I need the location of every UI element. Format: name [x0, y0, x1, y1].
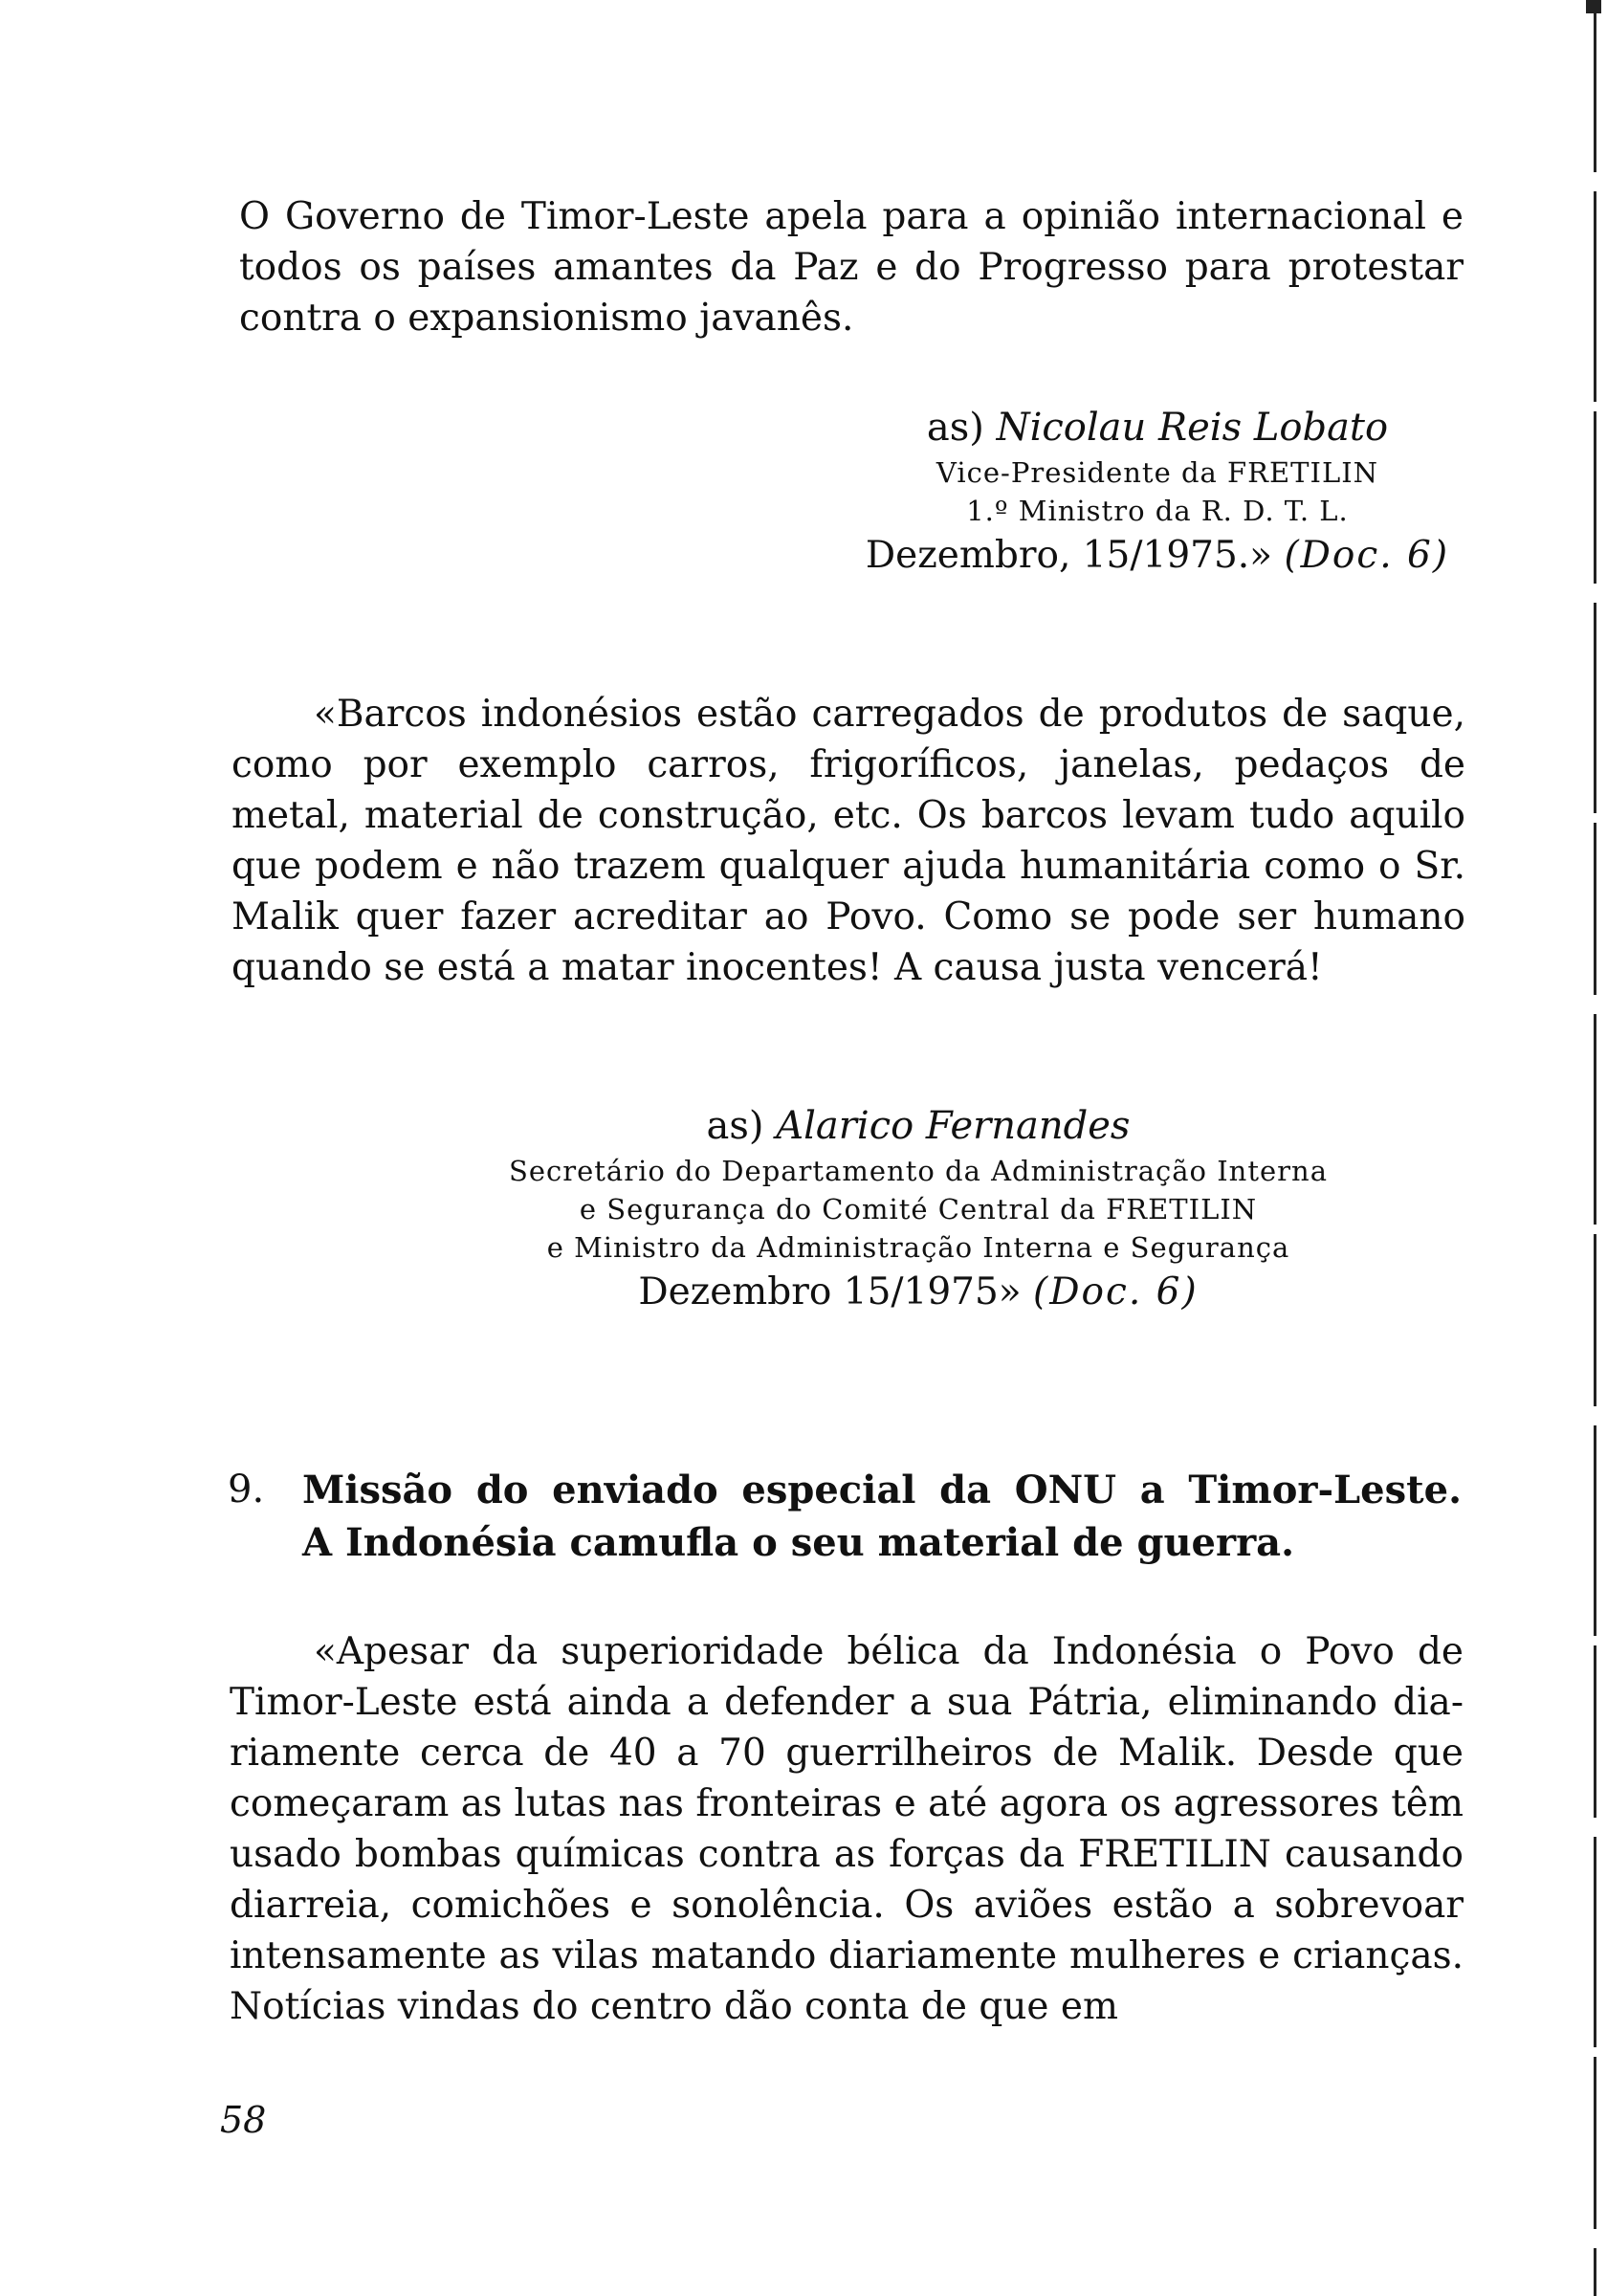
- signature-date-line: [832, 530, 1483, 582]
- section-number: 9.: [228, 1468, 265, 1512]
- page-number: 58: [220, 2099, 267, 2141]
- section-title-line-1: Missão do enviado especial da ONU a Timor-Leste.: [302, 1468, 1462, 1512]
- signature-date: Dezembro, 15/1975.»: [865, 534, 1273, 577]
- page-edge-mark: [1586, 0, 1601, 13]
- signature-name-line: [832, 402, 1483, 453]
- signature-date-line: [421, 1267, 1416, 1318]
- section-title-line-2: A Indonésia camufla o seu material de guerra.: [302, 1520, 1294, 1565]
- signatory-role-1: Secretário do Departamento da Administração Interna: [508, 1155, 1329, 1187]
- signatory-role-2: e Segurança do Comité Central da FRETILIN: [579, 1193, 1258, 1225]
- signatory-name: Nicolau Reis Lobato: [996, 406, 1389, 450]
- signature-name-line: [421, 1100, 1416, 1152]
- signature-block-fernandes: [421, 1100, 1416, 1318]
- paragraph-appeal: O Governo de Timor-Leste apela para a opinião internacional e todos os países amantes da Paz e do Progresso para protestar contra o expansionismo javanês.: [239, 195, 1464, 340]
- signature-block-lobato: [832, 402, 1483, 582]
- paragraph-military-superiority: «Apesar da superioridade bélica da Indonésia o Povo de Timor-Leste está ainda a defender a sua Pátria, eliminando diariamente cerca de 40 a 70 guerrilheiros de Malik. Desde que começaram as lutas nas fronteiras e até agora os agressores têm usado bombas químicas contra as forças da FRETILIN causando diarreia, comichões e sonolência. Os aviões estão a sobrevoar intensamente as vilas matando diariamente mulheres e crianças. Notícias vindas do centro dão conta de que em: [230, 1630, 1464, 2028]
- signatory-role-1: Vice-Presidente da FRETILIN: [936, 456, 1379, 489]
- signatory-role-2: 1.º Ministro da R. D. T. L.: [966, 495, 1349, 527]
- signature-prefix: as): [706, 1104, 764, 1148]
- paragraph-indonesian-boats: «Barcos indonésios estão carregados de produtos de saque, como por exemplo carros, frigoríficos, janelas, pedaços de metal, material de construção, etc. Os barcos levam tudo aquilo que podem e não trazem qualquer ajuda humanitária como o Sr. Malik quer fazer acreditar ao Povo. Como se pode ser humano quando se está a matar inocentes! A causa justa vencerá!: [231, 693, 1465, 989]
- signature-date: Dezembro 15/1975»: [638, 1270, 1022, 1314]
- signatory-role-3: e Ministro da Administração Interna e Segurança: [546, 1231, 1290, 1264]
- document-reference: (Doc. 6): [1033, 1270, 1199, 1314]
- signature-prefix: as): [926, 406, 984, 450]
- page-edge-line: [1594, 0, 1596, 2296]
- signatory-name: Alarico Fernandes: [776, 1104, 1131, 1148]
- document-reference: (Doc. 6): [1284, 534, 1450, 577]
